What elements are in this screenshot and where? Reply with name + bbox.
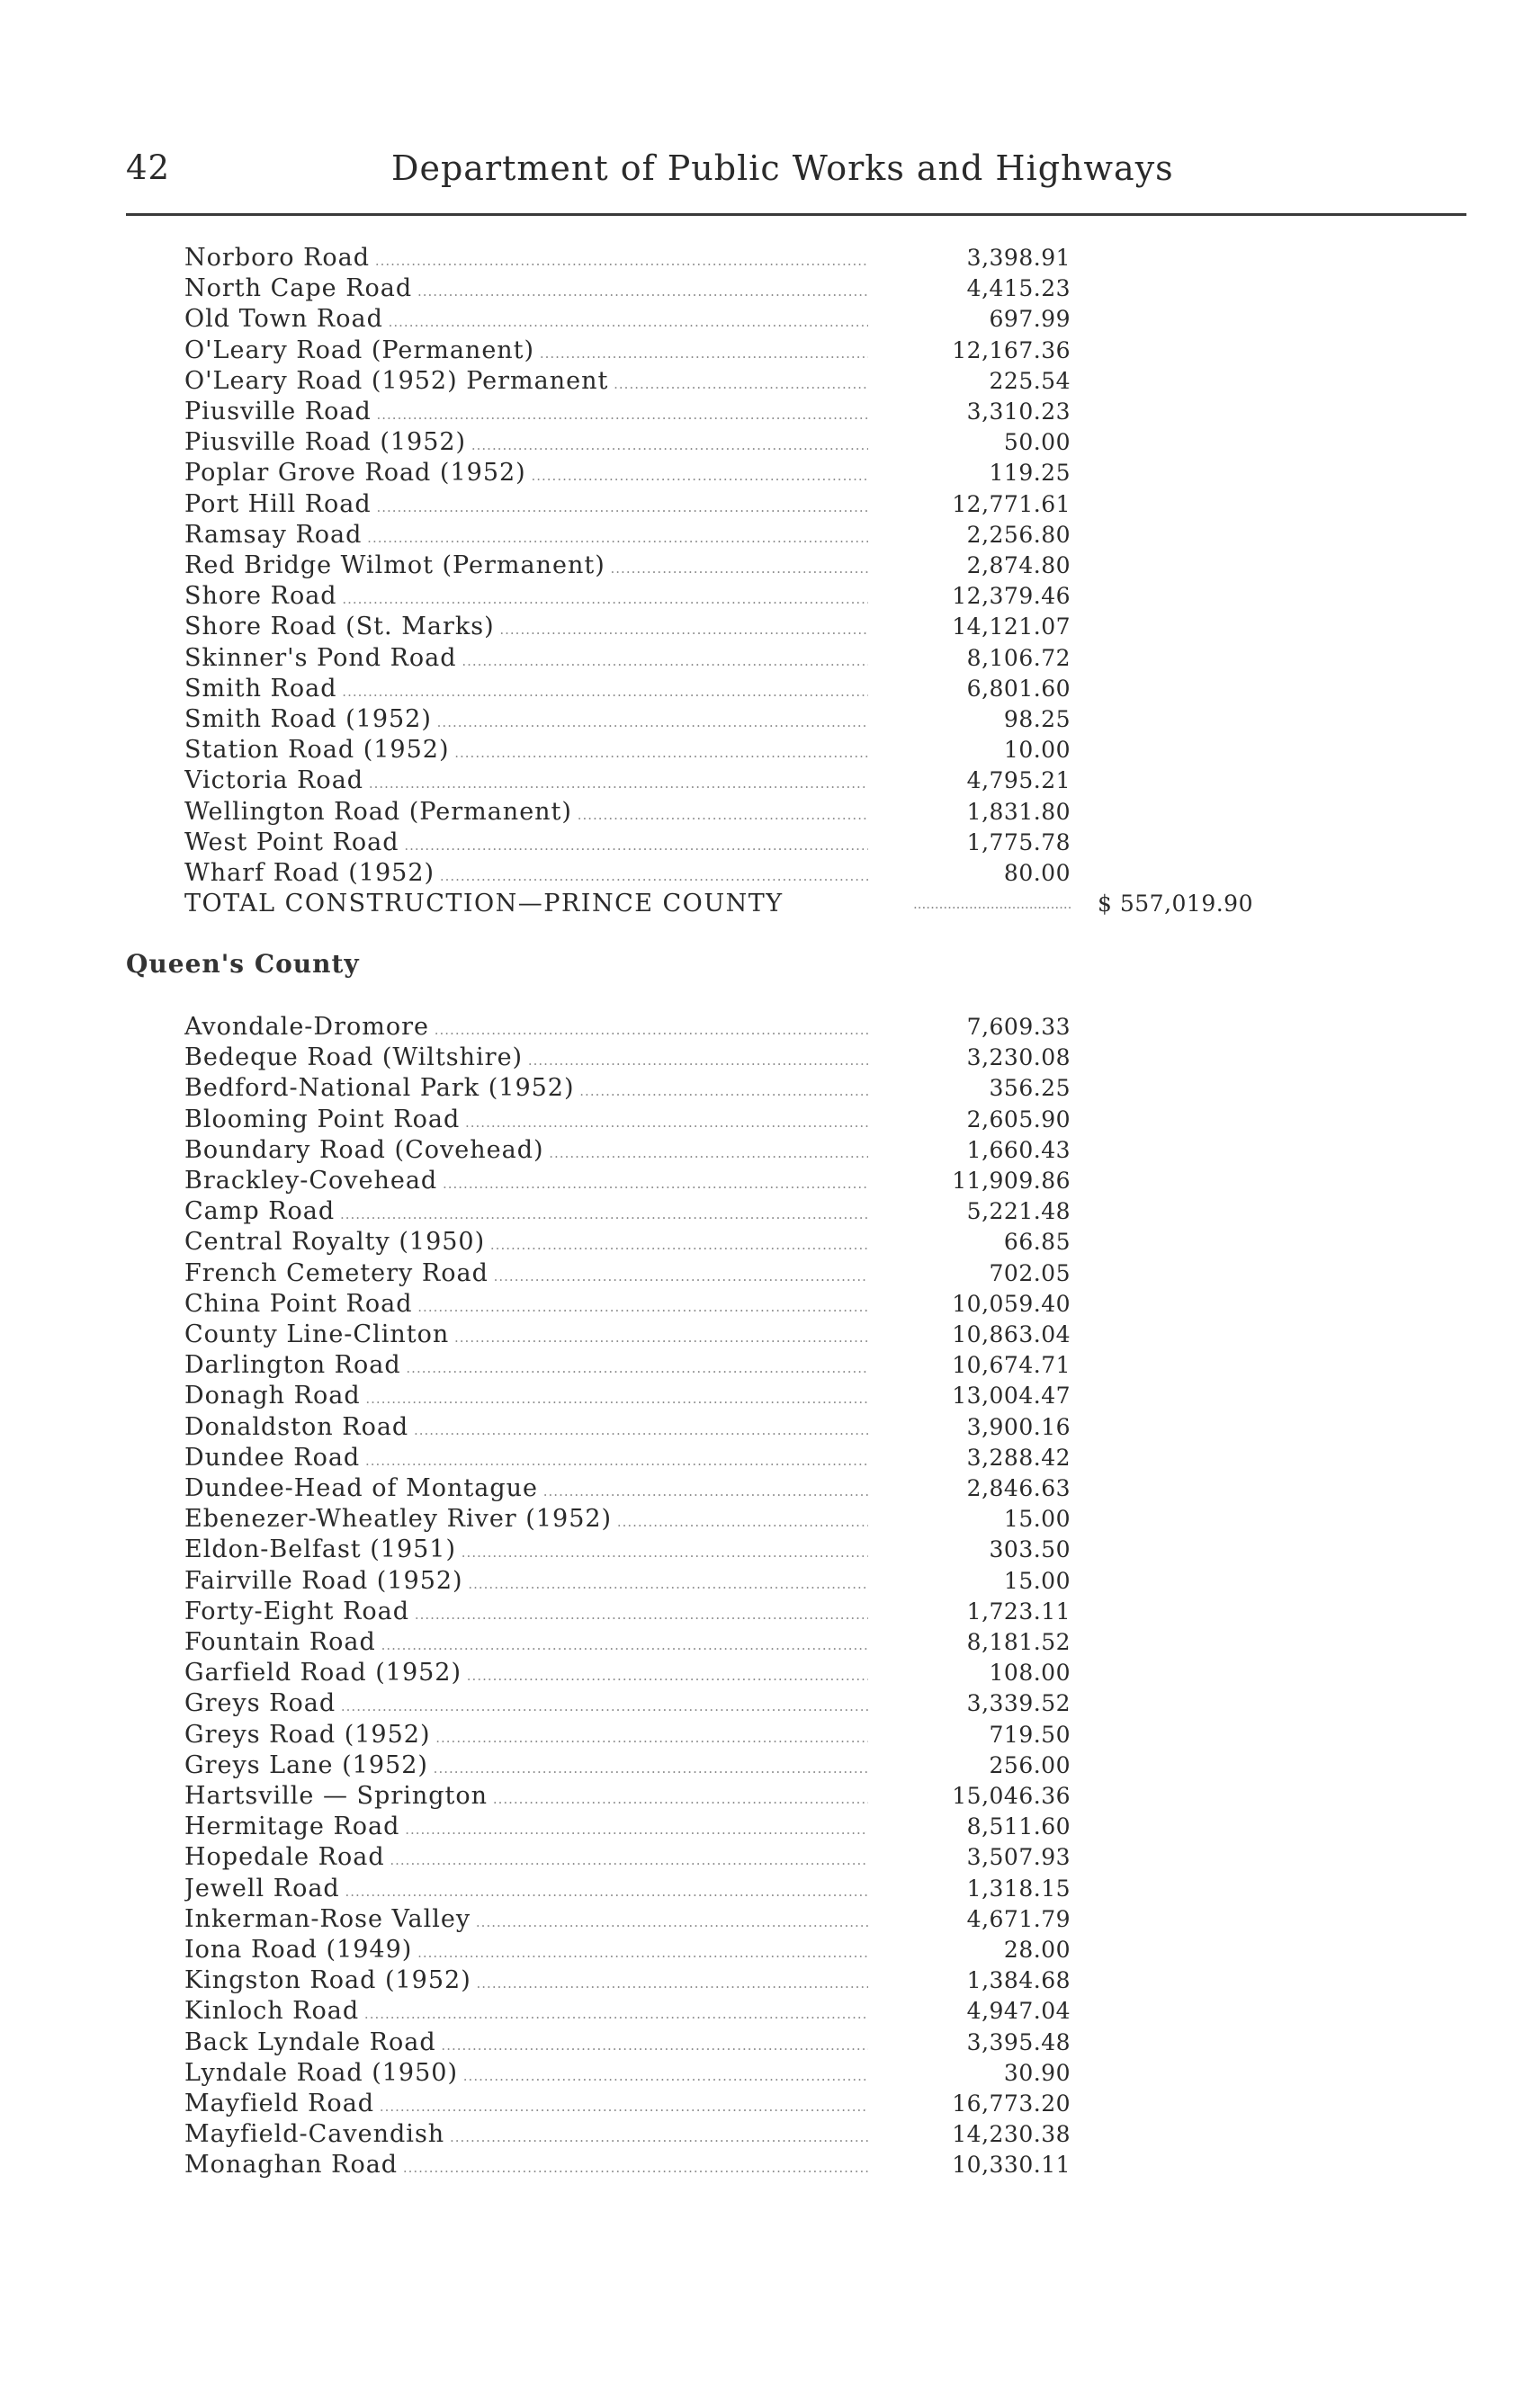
road-amount: 8,106.72 [966, 644, 1071, 671]
road-name: Darlington Road ..... [184, 1350, 868, 1383]
road-name: Shore Road ..... [184, 581, 868, 614]
table-row [0, 643, 1524, 674]
road-amount: 2,256.80 [966, 521, 1071, 548]
road-amount: 14,121.07 [952, 613, 1071, 640]
road-amount: 12,379.46 [952, 583, 1071, 610]
road-amount: 697.99 [989, 306, 1071, 333]
road-name: Bedford-National Park (1952) ..... [184, 1073, 868, 1106]
table-row [0, 1781, 1524, 1812]
road-name: Lyndale Road (1950) ..... [184, 2058, 868, 2091]
road-name: Skinner's Pond Road ..... [184, 643, 868, 676]
table-row [0, 1196, 1524, 1227]
road-name: Bedeque Road (Wiltshire) ..... [184, 1043, 868, 1076]
road-name: Poplar Grove Road (1952) ..... [184, 458, 868, 491]
road-name: Inkerman-Rose Valley ..... [184, 1904, 868, 1938]
table-row [0, 2089, 1524, 2119]
table-row [0, 1350, 1524, 1381]
table-row [0, 2150, 1524, 2180]
road-amount: 15,046.36 [952, 1783, 1071, 1809]
table-row [0, 2119, 1524, 2150]
road-name: Avondale-Dromore ..... [184, 1012, 868, 1045]
page-number: 42 [126, 148, 171, 187]
road-name: West Point Road ..... [184, 828, 868, 861]
table-row [0, 1627, 1524, 1658]
road-name: Camp Road ..... [184, 1196, 868, 1230]
table-row [0, 1135, 1524, 1166]
table-row [0, 858, 1524, 889]
table-row [0, 2028, 1524, 2058]
table-row [0, 1258, 1524, 1289]
table-row [0, 1504, 1524, 1535]
road-amount: 356.25 [989, 1075, 1071, 1102]
road-name: Brackley-Covehead ..... [184, 1166, 868, 1199]
table-row [0, 674, 1524, 704]
road-amount: 119.25 [989, 460, 1071, 487]
road-name: Hermitage Road ..... [184, 1812, 868, 1845]
road-amount: 7,609.33 [966, 1014, 1071, 1040]
table-row [0, 704, 1524, 735]
table-row [0, 735, 1524, 765]
road-name: Fairville Road (1952) ..... [184, 1566, 868, 1599]
road-name: County Line-Clinton ..... [184, 1320, 868, 1353]
table-row [0, 366, 1524, 397]
table-row [0, 1996, 1524, 2027]
table-row [0, 2058, 1524, 2089]
road-amount: 12,167.36 [952, 336, 1071, 363]
road-amount: 3,339.52 [966, 1690, 1071, 1717]
table-row [0, 243, 1524, 273]
total-label: TOTAL CONSTRUCTION—PRINCE COUNTY [184, 890, 784, 918]
table-row [0, 1012, 1524, 1043]
road-amount: 702.05 [989, 1259, 1071, 1286]
road-amount: 6,801.60 [966, 675, 1071, 702]
road-amount: 1,318.15 [966, 1875, 1071, 1902]
road-amount: 1,831.80 [966, 798, 1071, 825]
table-row [0, 1473, 1524, 1504]
table-row [0, 1381, 1524, 1411]
table-row [0, 1043, 1524, 1073]
road-amount: 4,671.79 [966, 1905, 1071, 1932]
road-amount: 4,795.21 [966, 767, 1071, 794]
road-amount: 1,660.43 [966, 1136, 1071, 1163]
road-name: Hartsville — Springton ..... [184, 1781, 868, 1814]
table-row [0, 1443, 1524, 1473]
road-amount: 10,330.11 [952, 2152, 1071, 2179]
road-amount: 10.00 [1003, 737, 1071, 764]
road-amount: 225.54 [989, 367, 1071, 394]
road-amount: 8,511.60 [966, 1813, 1071, 1840]
road-amount: 1,775.78 [966, 828, 1071, 855]
road-name: O'Leary Road (1952) Permanent ..... [184, 366, 868, 399]
road-name: Hopedale Road ..... [184, 1842, 868, 1875]
table-row [0, 612, 1524, 642]
table-row [0, 458, 1524, 488]
table-row [0, 765, 1524, 796]
road-amount: 2,874.80 [966, 552, 1071, 578]
table-row [0, 551, 1524, 581]
road-amount: 3,900.16 [966, 1413, 1071, 1440]
road-amount: 3,288.42 [966, 1444, 1071, 1471]
table-row [0, 1535, 1524, 1565]
road-amount: 15.00 [1003, 1506, 1071, 1533]
table-row [0, 427, 1524, 458]
road-amount: 4,947.04 [966, 1998, 1071, 2025]
road-name: Fountain Road ..... [184, 1627, 868, 1661]
road-name: O'Leary Road (Permanent) ..... [184, 336, 868, 369]
section-heading: Queen's County [126, 949, 360, 979]
road-amount: 1,723.11 [966, 1598, 1071, 1625]
table-row [0, 397, 1524, 427]
road-name: Monaghan Road ..... [184, 2150, 868, 2183]
road-amount: 256.00 [989, 1751, 1071, 1778]
road-name: Piusville Road (1952) ..... [184, 427, 868, 461]
road-name: Smith Road (1952) ..... [184, 704, 868, 738]
road-amount: 10,059.40 [952, 1290, 1071, 1317]
road-name: Norboro Road ..... [184, 243, 868, 276]
road-amount: 2,846.63 [966, 1475, 1071, 1501]
table-row [0, 273, 1524, 304]
road-name: Blooming Point Road ..... [184, 1105, 868, 1138]
road-name: Greys Road ..... [184, 1688, 868, 1722]
table-row [0, 1597, 1524, 1627]
road-amount: 10,674.71 [952, 1352, 1071, 1379]
road-name: Ramsay Road ..... [184, 520, 868, 553]
road-amount: 16,773.20 [952, 2090, 1071, 2117]
table-row [0, 489, 1524, 520]
road-name: Jewell Road ..... [184, 1874, 868, 1907]
table-row [0, 1289, 1524, 1320]
road-amount: 3,398.91 [966, 245, 1071, 271]
road-amount: 50.00 [1003, 429, 1071, 456]
road-name: Mayfield-Cavendish ..... [184, 2119, 868, 2153]
table-row [0, 797, 1524, 828]
table-row [0, 1720, 1524, 1750]
road-name: Iona Road (1949) ..... [184, 1935, 868, 1968]
road-name: Station Road (1952) ..... [184, 735, 868, 768]
road-name: Eldon-Belfast (1951) ..... [184, 1535, 868, 1568]
table-row [0, 1688, 1524, 1719]
table-row [0, 1658, 1524, 1688]
table-row [0, 1073, 1524, 1104]
table-row [0, 1412, 1524, 1443]
road-amount: 3,507.93 [966, 1844, 1071, 1871]
road-amount: 14,230.38 [952, 2121, 1071, 2148]
road-name: Smith Road ..... [184, 674, 868, 707]
road-name: Dundee-Head of Montague ..... [184, 1473, 868, 1507]
table-row [0, 1935, 1524, 1965]
road-amount: 303.50 [989, 1536, 1071, 1563]
road-name: Kingston Road (1952) ..... [184, 1965, 868, 1999]
road-amount: 1,384.68 [966, 1967, 1071, 1994]
road-amount: 13,004.47 [952, 1383, 1071, 1410]
road-name: Port Hill Road ..... [184, 489, 868, 523]
table-row [0, 1105, 1524, 1135]
table-row [0, 1320, 1524, 1350]
table-row [0, 1166, 1524, 1196]
table-row [0, 336, 1524, 366]
road-amount: 2,605.90 [966, 1106, 1071, 1132]
table-row [0, 581, 1524, 612]
table-row [0, 1842, 1524, 1873]
road-amount: 12,771.61 [952, 490, 1071, 517]
road-name: China Point Road ..... [184, 1289, 868, 1322]
header-rule [126, 213, 1466, 216]
road-name: Old Town Road ..... [184, 304, 868, 337]
road-amount: 28.00 [1003, 1937, 1071, 1963]
road-name: Greys Lane (1952) ..... [184, 1750, 868, 1784]
road-name: Wellington Road (Permanent) ..... [184, 797, 868, 830]
table-row [0, 520, 1524, 551]
total-construction-row [0, 889, 1524, 919]
page-header [126, 148, 1466, 202]
table-row [0, 1965, 1524, 1996]
road-name: French Cemetery Road ..... [184, 1258, 868, 1292]
table-row [0, 304, 1524, 335]
road-amount: 719.50 [989, 1721, 1071, 1748]
road-name: North Cape Road ..... [184, 273, 868, 307]
table-row [0, 1227, 1524, 1258]
road-amount: 15.00 [1003, 1567, 1071, 1594]
table-row [0, 1750, 1524, 1781]
leader-dots [913, 889, 1071, 919]
road-amount: 3,310.23 [966, 398, 1071, 425]
table-row [0, 828, 1524, 858]
road-amount: 4,415.23 [966, 275, 1071, 302]
road-amount: 98.25 [1003, 706, 1071, 732]
road-name: Ebenezer-Wheatley River (1952) ..... [184, 1504, 868, 1537]
road-name: Garfield Road (1952) ..... [184, 1658, 868, 1691]
road-amount: 80.00 [1003, 860, 1071, 886]
road-name: Mayfield Road ..... [184, 2089, 868, 2122]
page-title: Department of Public Works and Highways [391, 148, 1174, 188]
road-amount: 11,909.86 [952, 1168, 1071, 1194]
road-name: Back Lyndale Road ..... [184, 2028, 868, 2061]
road-name: Donaldston Road ..... [184, 1412, 868, 1446]
total-amount: $ 557,019.90 [1098, 891, 1253, 917]
road-name: Wharf Road (1952) ..... [184, 858, 868, 891]
road-name: Boundary Road (Covehead) ..... [184, 1135, 868, 1168]
road-name: Victoria Road ..... [184, 765, 868, 799]
road-name: Central Royalty (1950) ..... [184, 1227, 868, 1260]
road-amount: 10,863.04 [952, 1321, 1071, 1347]
table-row [0, 1566, 1524, 1597]
road-name: Donagh Road ..... [184, 1381, 868, 1414]
table-row [0, 1874, 1524, 1904]
road-amount: 8,181.52 [966, 1629, 1071, 1655]
road-name: Dundee Road ..... [184, 1443, 868, 1476]
road-name: Shore Road (St. Marks) ..... [184, 612, 868, 645]
road-amount: 30.90 [1003, 2059, 1071, 2086]
road-amount: 108.00 [989, 1660, 1071, 1687]
road-name: Kinloch Road ..... [184, 1996, 868, 2029]
road-name: Piusville Road ..... [184, 397, 868, 430]
road-amount: 3,395.48 [966, 2028, 1071, 2055]
road-amount: 3,230.08 [966, 1044, 1071, 1071]
road-amount: 5,221.48 [966, 1198, 1071, 1225]
road-name: Forty-Eight Road ..... [184, 1597, 868, 1630]
road-name: Red Bridge Wilmot (Permanent) ..... [184, 551, 868, 584]
road-name: Greys Road (1952) ..... [184, 1720, 868, 1753]
table-row [0, 1812, 1524, 1842]
table-row [0, 1904, 1524, 1935]
road-amount: 66.85 [1003, 1229, 1071, 1256]
